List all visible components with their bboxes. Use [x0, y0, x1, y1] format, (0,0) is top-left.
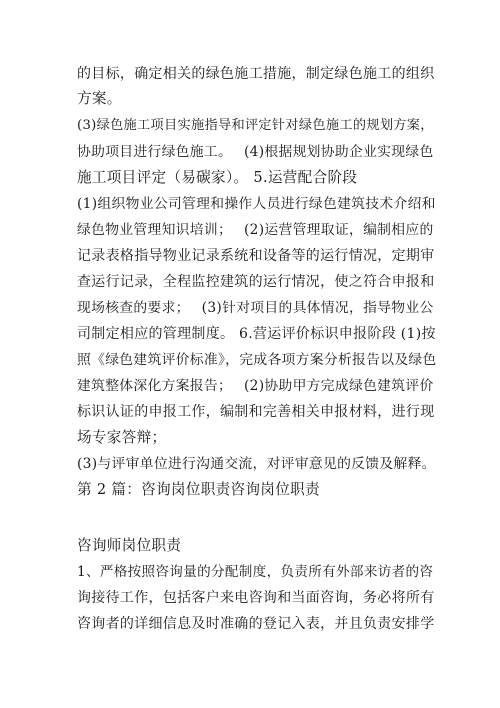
- text-line: 1、严格按照咨询量的分配制度，负责所有外部来访者的咨: [77, 564, 434, 580]
- text-line: 方案。: [77, 90, 122, 107]
- text-line: 现场核查的要求； (3)针对项目的具体情况，指导物业公: [77, 300, 434, 316]
- text-line: (1)组织物业公司管理和操作人员进行绿色建筑技术介绍和: [77, 196, 436, 212]
- text-line: 施工项目评定（易碳家）。 5.运营配合阶段: [77, 169, 358, 186]
- text-line: (3)与评审单位进行沟通交流，对评审意见的反馈及解释。: [77, 456, 436, 472]
- text-line: 建筑整体深化方案报告； (2)协助甲方完成绿色建筑评价: [77, 378, 434, 394]
- text-line: 标识认证的申报工作，编制和完善相关申报材料，进行现: [77, 404, 435, 420]
- text-line: (3)绿色施工项目实施指导和评定针对绿色施工的规划方案，: [77, 118, 434, 133]
- text-line: 咨询者的详细信息及时准确的登记入表，并且负责安排学: [77, 616, 435, 632]
- text-line: 照《绿色建筑评价标准》，完成各项方案分析报告以及绿色: [77, 352, 437, 368]
- text-line: 协助项目进行绿色施工。 (4)根据规划协助企业实现绿色: [77, 144, 434, 160]
- text-line: 询接待工作，包括客户来电咨询和当面咨询，务必将所有: [77, 590, 435, 606]
- text-line: 绿色物业管理知识培训； (2)运营管理取证，编制相应的: [77, 222, 434, 238]
- text-line: 司制定相应的管理制度。 6.营运评价标识申报阶段 (1)按: [77, 326, 436, 342]
- text-line: 记录表格指导物业记录系统和设备等的运行情况，定期审: [77, 248, 435, 264]
- section-heading: 第 2 篇：咨询岗位职责咨询岗位职责: [77, 481, 320, 498]
- subsection-heading: 咨询师岗位职责: [77, 537, 182, 554]
- text-line: 查运行记录，全程监控建筑的运行情况，使之符合申报和: [77, 274, 435, 290]
- text-line: 场专家答辩；: [77, 429, 167, 446]
- text-line: 的目标，确定相关的绿色施工措施，制定绿色施工的组织: [77, 66, 435, 82]
